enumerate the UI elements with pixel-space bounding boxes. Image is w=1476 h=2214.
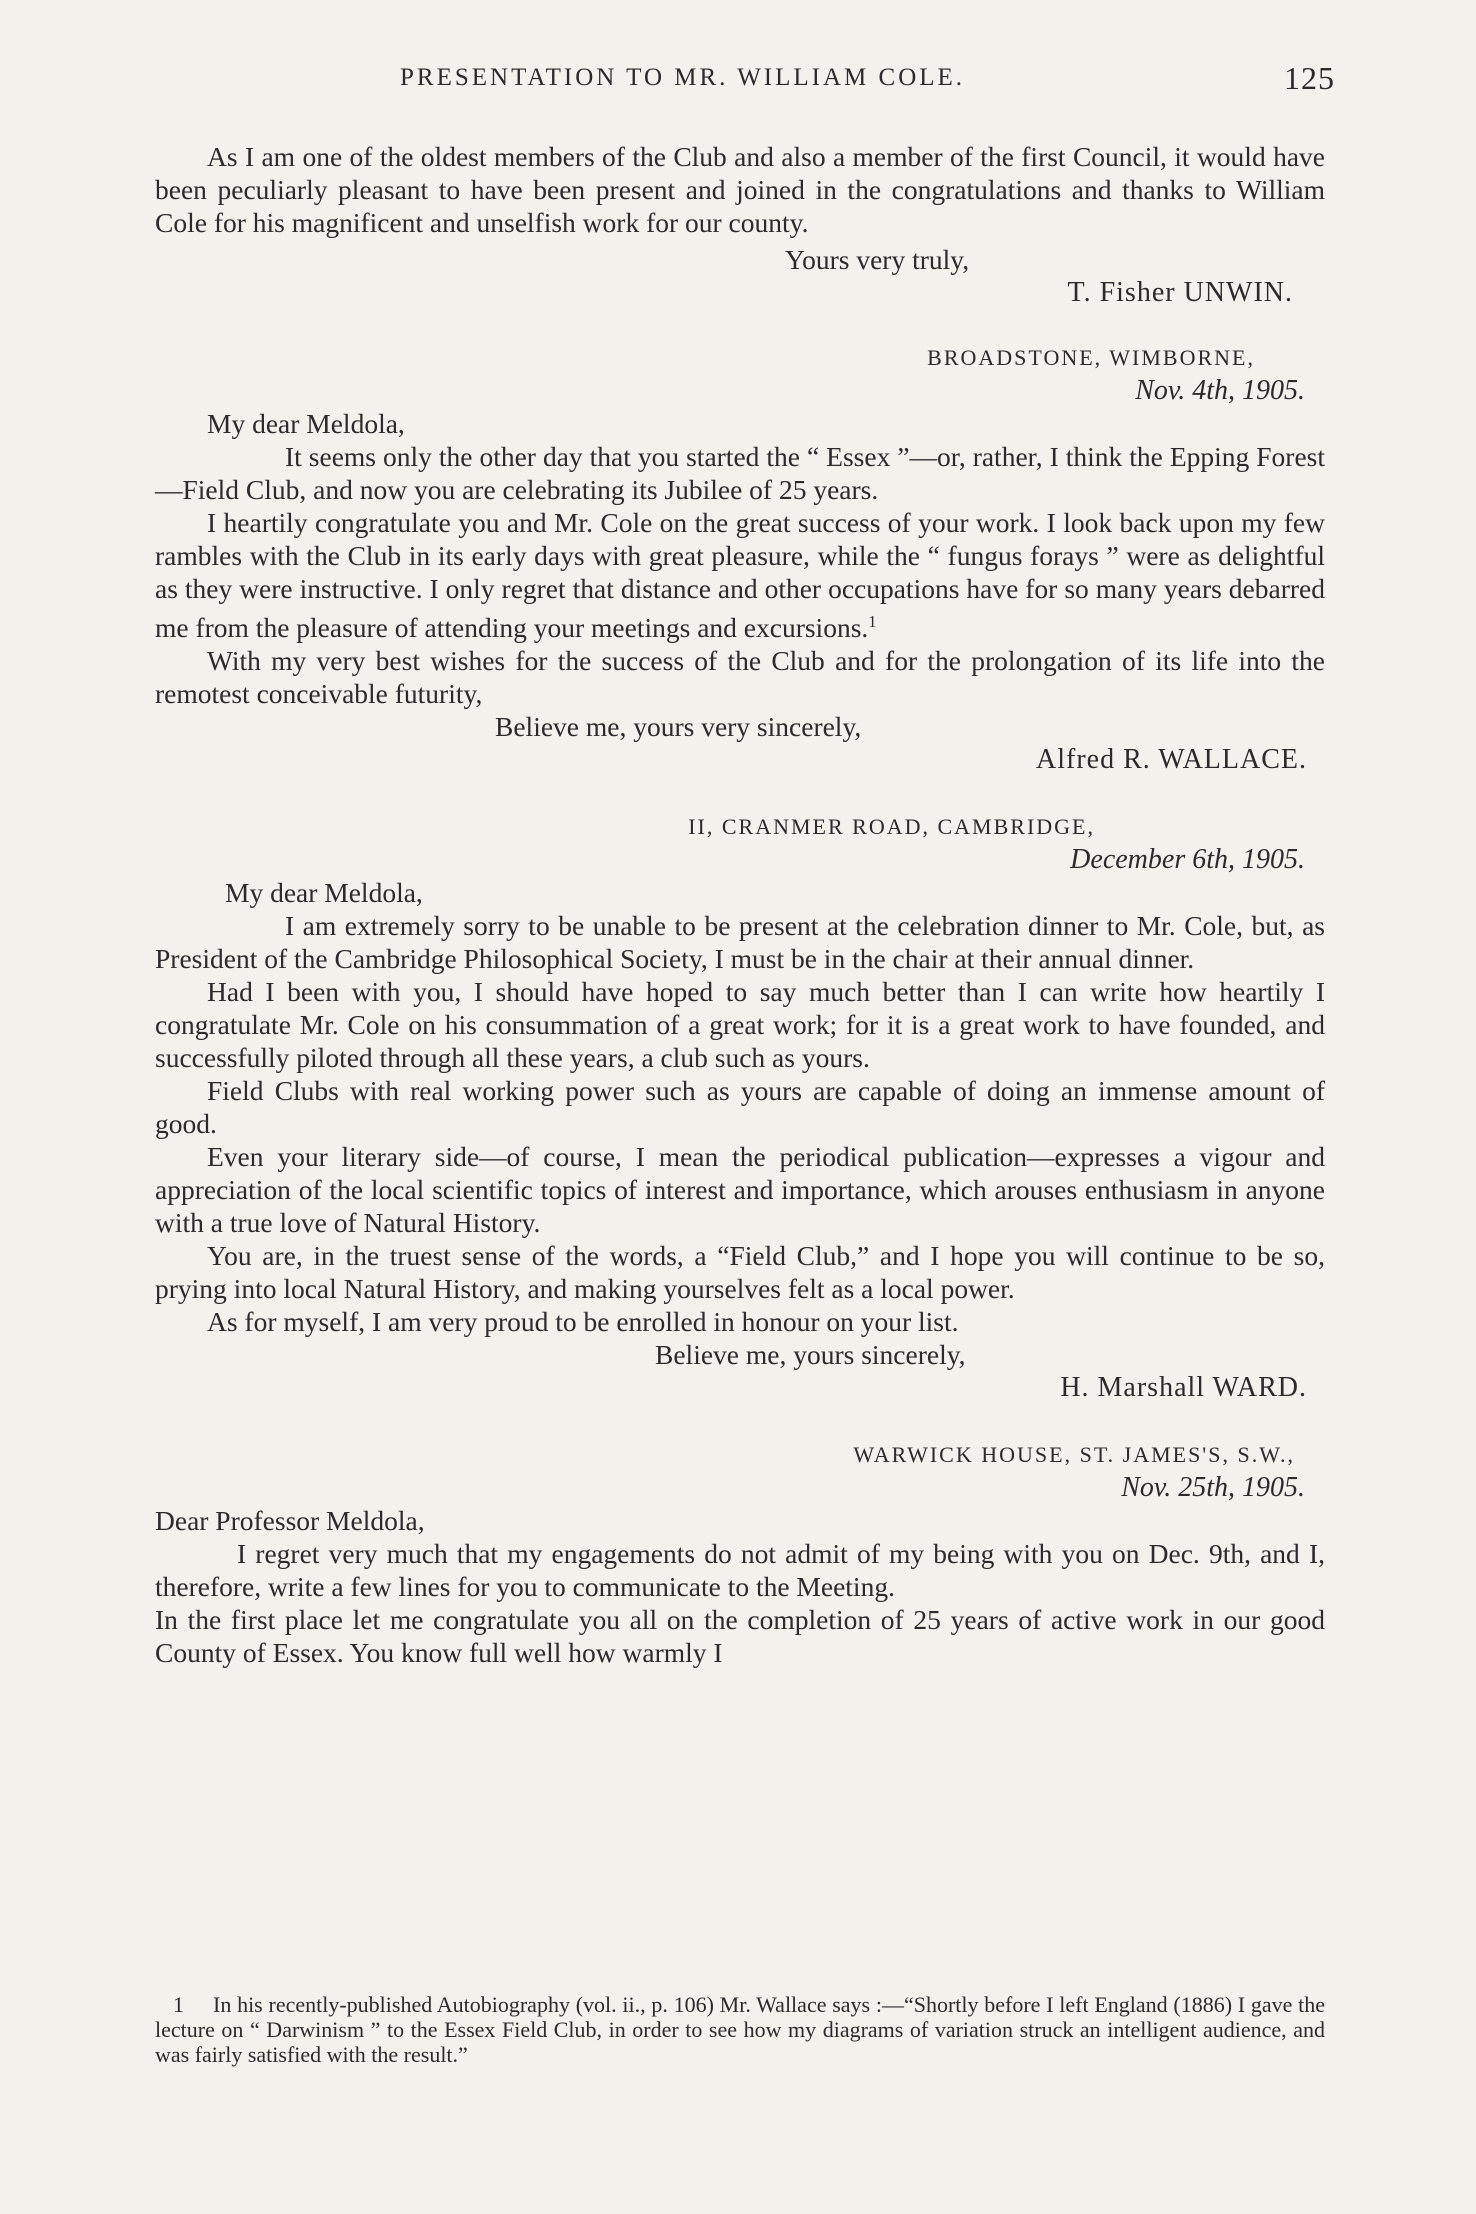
letter-signature: Alfred R. WALLACE. xyxy=(1036,744,1307,776)
footnote xyxy=(155,1992,1325,2067)
letter-paragraph: You are, in the truest sense of the words, a “Field Club,” and I hope you will continue to be so, prying into local Natural History, and making yourselves felt as a local power. xyxy=(155,1240,1325,1305)
letter-closing: Yours very truly, xyxy=(785,244,970,275)
letter-salutation: My dear Meldola, xyxy=(225,877,423,909)
letter-salutation: Dear Professor Meldola, xyxy=(155,1505,425,1537)
letter-closing: Believe me, yours very sincerely, xyxy=(495,711,862,743)
letter-signature: T. Fisher UNWIN. xyxy=(1067,277,1293,308)
letter-paragraph: Even your literary side—of course, I mean the periodical publication—expresses a vigour and appreciation of the local scientific topics of interest and importance, which arouses enthusiasm in anyone with a true love of Natural History. xyxy=(155,1141,1325,1239)
letter-signature: H. Marshall WARD. xyxy=(1060,1372,1307,1404)
letter-date: Nov. 4th, 1905. xyxy=(1135,375,1305,406)
letter-paragraph: I regret very much that my engagements do not admit of my being with you on Dec. 9th, and I, therefore, write a few lines for you to communicate to the Meeting. xyxy=(155,1538,1325,1603)
letter-salutation: My dear Meldola, xyxy=(207,408,405,439)
letter-address: II, CRANMER ROAD, CAMBRIDGE, xyxy=(688,814,1095,840)
letter-date: December 6th, 1905. xyxy=(1070,844,1305,876)
letter-date: Nov. 25th, 1905. xyxy=(1121,1472,1305,1504)
footnote-text: In his recently-published Autobiography (vol. ii., p. 106) Mr. Wallace says :—“Shortly before I left England (1886) I gave the lecture on “ Darwinism ” to the Essex Field Club, in order to see how my diagrams of variation struck an intelligent audience, and was fairly satisfied with the result.” xyxy=(155,1992,1325,2067)
page-number: 125 xyxy=(1284,60,1335,96)
paragraph-text: I heartily congratulate you and Mr. Cole on the great success of your work. I look back upon my few rambles with the Club in its early days with great pleasure, while the “ fungus forays ” were as delightful as they were instructive. I only regret that distance and other occupations have for so many years debarred me from the pleasure of attending your meetings and excursions. xyxy=(155,507,1325,644)
letter-paragraph: Had I been with you, I should have hoped to say much better than I can write how heartily I congratulate Mr. Cole on his consummation of a great work; for it is a great work to have founded, and successfully piloted through all these years, a club such as yours. xyxy=(155,976,1325,1074)
letter-unwin xyxy=(155,140,1325,309)
letter-paragraph: With my very best wishes for the success of the Club and for the prolongation of its life into the remotest conceivable futurity, xyxy=(155,645,1325,710)
letter-paragraph: As for myself, I am very proud to be enrolled in honour on your list. xyxy=(207,1306,959,1338)
page-body xyxy=(155,140,1325,1669)
letter-paragraph: I am extremely sorry to be unable to be present at the celebration dinner to Mr. Cole, but, as President of the Cambridge Philosophical Society, I must be in the chair at their annual dinner. xyxy=(155,910,1325,975)
letter-ward xyxy=(155,810,1325,1404)
letter-paragraph: As I am one of the oldest members of the Club and also a member of the first Council, it would have been peculiarly pleasant to have been present and joined in the congratulations and thanks to William Cole for his magnificent and unselfish work for our county. xyxy=(155,141,1325,238)
letter-closing: Believe me, yours sincerely, xyxy=(655,1339,966,1371)
footnote-number: 1 xyxy=(173,1992,184,2017)
footnote-marker: 1 xyxy=(868,612,877,631)
letter-warwick-house xyxy=(155,1438,1325,1669)
letter-paragraph xyxy=(155,506,1325,644)
letter-paragraph: It seems only the other day that you started the “ Essex ”—or, rather, I think the Epping Forest—Field Club, and now you are celebrating its Jubilee of 25 years. xyxy=(155,441,1325,505)
letter-address: WARWICK HOUSE, ST. JAMES'S, S.W., xyxy=(853,1442,1295,1468)
letter-wallace xyxy=(155,341,1325,776)
letter-paragraph: Field Clubs with real working power such as yours are capable of doing an immense amount of good. xyxy=(155,1075,1325,1140)
running-title: PRESENTATION TO MR. WILLIAM COLE. xyxy=(400,64,966,91)
letter-paragraph: In the first place let me congratulate you all on the completion of 25 years of active work in our good County of Essex. You know full well how warmly I xyxy=(155,1604,1325,1669)
letter-address: BROADSTONE, WIMBORNE, xyxy=(927,345,1255,370)
